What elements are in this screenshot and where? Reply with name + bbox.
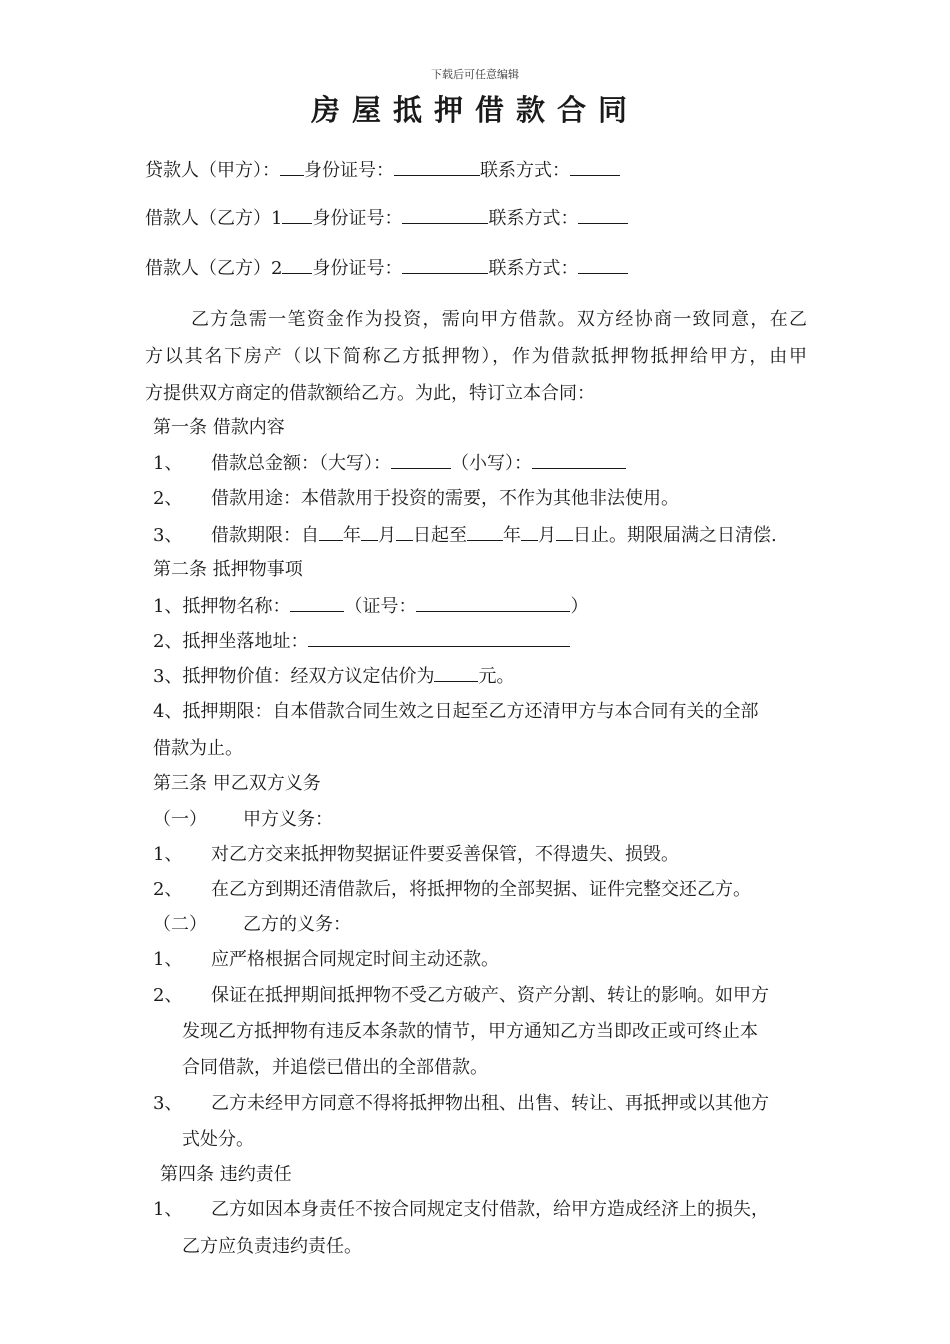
article-3-section-2-item-2-line-3: 合同借款，并追偿已借出的全部借款。: [182, 1057, 488, 1078]
article-2-heading: 第二条 抵押物事项: [153, 559, 303, 580]
article-3-section-2-item-2-line-1: 2、 保证在抵押期间抵押物不受乙方破产、资产分割、转让的影响。如甲方: [153, 985, 769, 1006]
article-4-item-1-line-2: 乙方应负责违约责任。: [182, 1236, 362, 1257]
article-2-item-3: 3、抵押物价值：经双方议定估价为 元。: [153, 663, 514, 690]
article-1-item-1: 1、 借款总金额：（大写）： （小写）：: [153, 450, 626, 477]
article-3-section-1-item-2: 2、 在乙方到期还清借款后，将抵押物的全部契据、证件完整交还乙方。: [153, 879, 751, 900]
article-3-section-2-item-3-line-2: 式处分。: [182, 1129, 254, 1150]
article-3-section-1: （一） 甲方义务：: [153, 809, 333, 830]
article-1-heading: 第一条 借款内容: [153, 417, 285, 438]
article-3-section-2-item-2-line-2: 发现乙方抵押物有违反本条款的情节，甲方通知乙方当即改正或可终止本: [182, 1021, 758, 1042]
document-title: 房屋抵押借款合同: [310, 93, 639, 127]
header-note: 下载后可任意编辑: [431, 68, 519, 81]
article-2-item-4-line-1: 4、抵押期限：自本借款合同生效之日起至乙方还清甲方与本合同有关的全部: [153, 701, 759, 722]
preamble-line-2: 方以其名下房产（以下简称乙方抵押物），作为借款抵押物抵押给甲方，由甲: [145, 346, 807, 367]
preamble-line-3: 方提供双方商定的借款额给乙方。为此，特订立本合同：: [145, 383, 595, 404]
article-3-section-2-item-3-line-1: 3、 乙方未经甲方同意不得将抵押物出租、出售、转让、再抵押或以其他方: [153, 1093, 769, 1114]
article-3-section-2-item-1: 1、 应严格根据合同规定时间主动还款。: [153, 949, 499, 970]
article-4-heading: 第四条 违约责任: [160, 1164, 292, 1185]
article-3-section-2: （二） 乙方的义务：: [153, 914, 351, 935]
borrower-2-line: 借款人（乙方）2 身份证号： 联系方式：: [145, 255, 628, 282]
preamble-line-1: 乙方急需一笔资金作为投资，需向甲方借款。双方经协商一致同意，在乙: [191, 309, 807, 330]
article-3-section-1-item-1: 1、 对乙方交来抵押物契据证件要妥善保管，不得遗失、损毁。: [153, 844, 679, 865]
lender-line: 贷款人（甲方）： 身份证号： 联系方式：: [145, 157, 620, 184]
borrower-1-line: 借款人（乙方）1 身份证号： 联系方式：: [145, 205, 628, 232]
article-2-item-4-line-2: 借款为止。: [153, 738, 243, 759]
article-3-heading: 第三条 甲乙双方义务: [153, 773, 321, 794]
article-4-item-1-line-1: 1、 乙方如因本身责任不按合同规定支付借款，给甲方造成经济上的损失，: [153, 1199, 769, 1220]
article-2-item-1: 1、抵押物名称： （证号： ）: [153, 593, 588, 620]
article-2-item-2: 2、抵押坐落地址：: [153, 628, 570, 655]
article-1-item-3: 3、 借款期限：自 年 月 日起至 年 月 日止。期限届满之日清偿.: [153, 522, 777, 549]
article-1-item-2: 2、 借款用途：本借款用于投资的需要，不作为其他非法使用。: [153, 488, 679, 509]
